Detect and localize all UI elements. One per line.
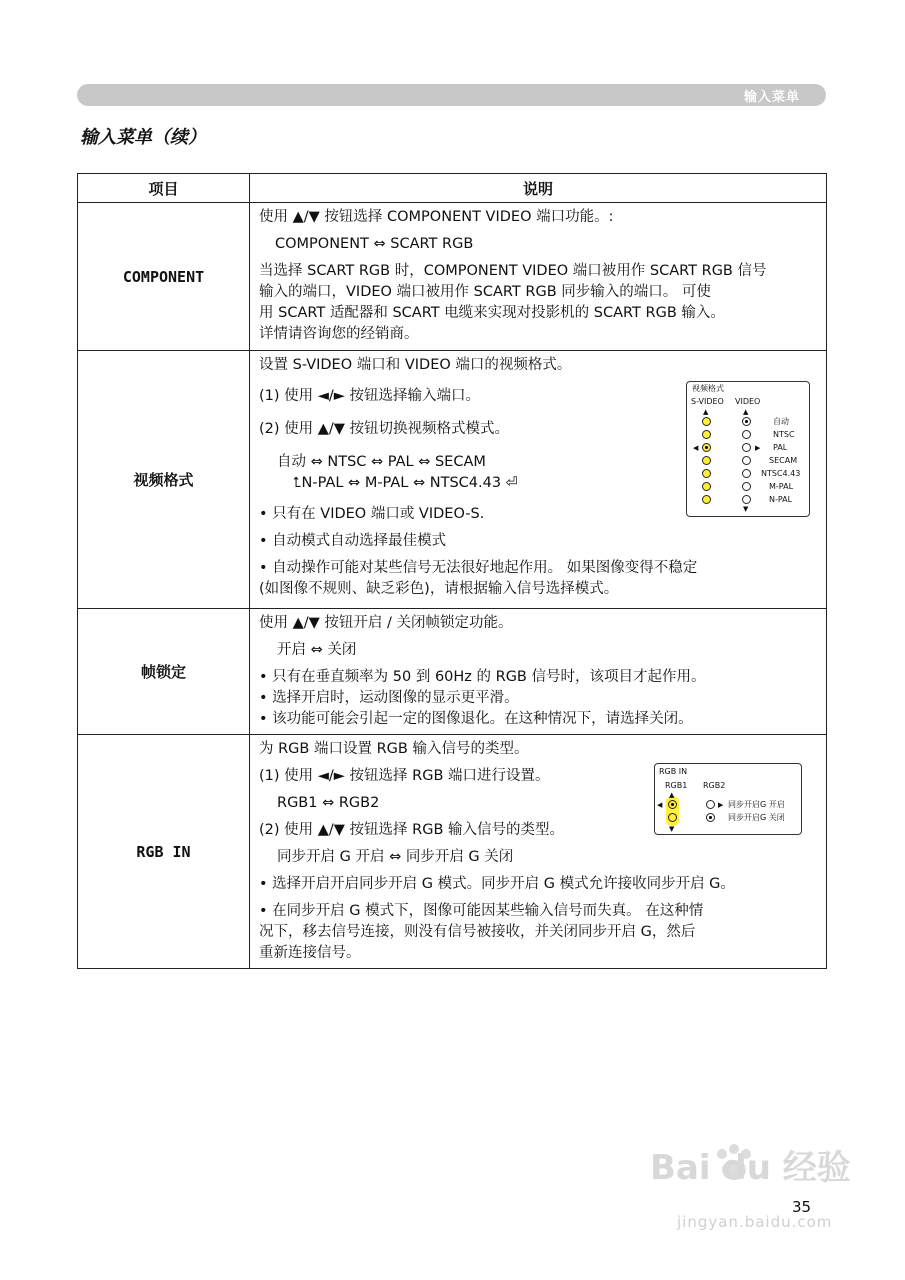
osd-column-svideo: S-VIDEO	[691, 397, 724, 406]
video-option-radio	[742, 443, 751, 452]
section-header-bar	[77, 84, 826, 106]
text-line: (2) 使用 ▲/▼ 按钮选择 RGB 输入信号的类型。	[259, 822, 565, 838]
item-component: COMPONENT	[78, 203, 250, 351]
text-line: 况下，移去信号连接，则没有信号被接收，并关闭同步开启 G，然后	[259, 924, 696, 940]
text-line: (1) 使用 ◄/► 按钮选择输入端口。	[259, 388, 481, 404]
table-header-row	[78, 174, 827, 203]
watermark-url: jingyan.baidu.com	[677, 1213, 833, 1231]
rgb1-option-radio	[668, 813, 677, 822]
text-line: 设置 S-VIDEO 端口和 VIDEO 端口的视频格式。	[259, 357, 572, 373]
text-line: • 只有在 VIDEO 端口或 VIDEO-S.	[259, 506, 485, 522]
osd-option-label: NTSC	[773, 430, 795, 439]
description-rgb-in	[250, 735, 827, 969]
video-option-radio	[742, 456, 751, 465]
text-line: • 该功能可能会引起一定的图像退化。在这种情况下，请选择关闭。	[259, 711, 693, 727]
text-line: • 只有在垂直频率为 50 到 60Hz 的 RGB 信号时，该项目才起作用。	[259, 669, 706, 685]
text-line: (1) 使用 ◄/► 按钮选择 RGB 端口进行设置。	[259, 768, 550, 784]
rgb2-option-radio-selected	[706, 813, 715, 822]
osd-column-rgb2: RGB2	[703, 781, 726, 790]
osd-column-video: VIDEO	[735, 397, 761, 406]
svideo-option-radio	[702, 495, 711, 504]
menu-table	[77, 173, 827, 969]
down-arrow-icon: ▼	[669, 825, 675, 833]
text-line: 同步开启 G 开启 ⇔ 同步开启 G 关闭	[277, 849, 514, 865]
table-row	[78, 609, 827, 735]
text-line: 重新连接信号。	[259, 945, 361, 961]
right-arrow-icon: ▶	[755, 444, 761, 452]
description-frame-lock	[250, 609, 827, 735]
watermark-logo: Bai du 经验	[650, 1148, 851, 1188]
svideo-option-radio-selected	[702, 443, 711, 452]
text-line: 输入的端口，VIDEO 端口被用作 SCART RGB 同步输入的端口。 可使	[259, 284, 711, 300]
text-line: • 在同步开启 G 模式下，图像可能因某些输入信号而失真。 在这种情	[259, 903, 704, 919]
text-line: • 自动模式自动选择最佳模式	[259, 533, 447, 549]
osd-column-rgb1: RGB1	[665, 781, 688, 790]
text-line: (如图像不规则、缺乏彩色)，请根据输入信号选择模式。	[259, 581, 619, 597]
video-option-radio	[742, 430, 751, 439]
video-option-radio	[742, 482, 751, 491]
page-number: 35	[792, 1198, 812, 1216]
svideo-option-radio	[702, 417, 711, 426]
video-option-radio	[742, 469, 751, 478]
text-line: 详情请咨询您的经销商。	[259, 326, 419, 342]
table-row	[78, 351, 827, 609]
video-option-radio-selected	[742, 417, 751, 426]
description-video-format	[250, 351, 827, 609]
column-header-item: 项目	[78, 174, 250, 203]
rgb-in-osd-panel	[654, 763, 802, 835]
left-arrow-icon: ◀	[657, 801, 663, 809]
description-component	[250, 203, 827, 351]
svideo-option-radio	[702, 456, 711, 465]
item-rgb-in: RGB IN	[78, 735, 250, 969]
osd-option-label: 同步开启G 关闭	[728, 813, 785, 822]
svideo-option-radio	[702, 469, 711, 478]
video-format-osd-panel	[686, 381, 810, 517]
osd-option-label: 同步开启G 开启	[728, 800, 785, 809]
osd-option-label: 自动	[773, 417, 789, 426]
video-option-radio	[742, 495, 751, 504]
down-arrow-icon: ▼	[743, 505, 749, 513]
text-line: 为 RGB 端口设置 RGB 输入信号的类型。	[259, 741, 529, 757]
up-arrow-icon: ▲	[703, 408, 709, 416]
right-arrow-icon: ▶	[718, 801, 724, 809]
text-line: 用 SCART 适配器和 SCART 电缆来实现对投影机的 SCART RGB 输入。	[259, 305, 725, 321]
item-frame-lock: 帧锁定	[78, 609, 250, 735]
rgb2-option-radio	[706, 800, 715, 809]
item-video-format: 视频格式	[78, 351, 250, 609]
column-header-description: 说明	[250, 174, 827, 203]
table-row	[78, 735, 827, 969]
osd-title: RGB IN	[659, 767, 688, 776]
text-line: RGB1 ⇔ RGB2	[277, 795, 380, 811]
text-line: • 自动操作可能对某些信号无法很好地起作用。 如果图像变得不稳定	[259, 560, 698, 576]
text-line: 使用 ▲/▼ 按钮选择 COMPONENT VIDEO 端口功能。:	[259, 209, 614, 225]
text-line: 使用 ▲/▼ 按钮开启 / 关闭帧锁定功能。	[259, 615, 513, 631]
section-label: 输入菜单	[743, 90, 800, 105]
svideo-option-radio	[702, 430, 711, 439]
osd-option-label: SECAM	[769, 456, 798, 465]
page-title: 输入菜单（续）	[80, 127, 206, 148]
left-arrow-icon: ◀	[693, 444, 699, 452]
up-arrow-icon: ▲	[743, 408, 749, 416]
text-line: 自动 ⇔ NTSC ⇔ PAL ⇔ SECAM	[277, 454, 486, 470]
osd-option-label: PAL	[773, 443, 788, 452]
text-line: 开启 ⇔ 关闭	[277, 642, 357, 658]
up-arrow-icon: ▲	[669, 791, 675, 799]
osd-option-label: N-PAL	[769, 495, 793, 504]
text-line: (2) 使用 ▲/▼ 按钮切换视频格式模式。	[259, 421, 510, 437]
text-line: 当选择 SCART RGB 时，COMPONENT VIDEO 端口被用作 SCART RGB 信号	[259, 263, 767, 279]
text-line: ⮤N-PAL ⇔ M-PAL ⇔ NTSC4.43 ⏎	[293, 475, 518, 491]
osd-title: 视频格式	[692, 384, 724, 393]
osd-option-label: M-PAL	[769, 482, 794, 491]
table-row	[78, 203, 827, 351]
osd-option-label: NTSC4.43	[761, 469, 801, 478]
text-line: • 选择开启开启同步开启 G 模式。同步开启 G 模式允许接收同步开启 G。	[259, 876, 735, 892]
text-line: • 选择开启时，运动图像的显示更平滑。	[259, 690, 519, 706]
text-line: COMPONENT ⇔ SCART RGB	[275, 236, 474, 252]
svideo-option-radio	[702, 482, 711, 491]
rgb1-option-radio-selected	[668, 800, 677, 809]
